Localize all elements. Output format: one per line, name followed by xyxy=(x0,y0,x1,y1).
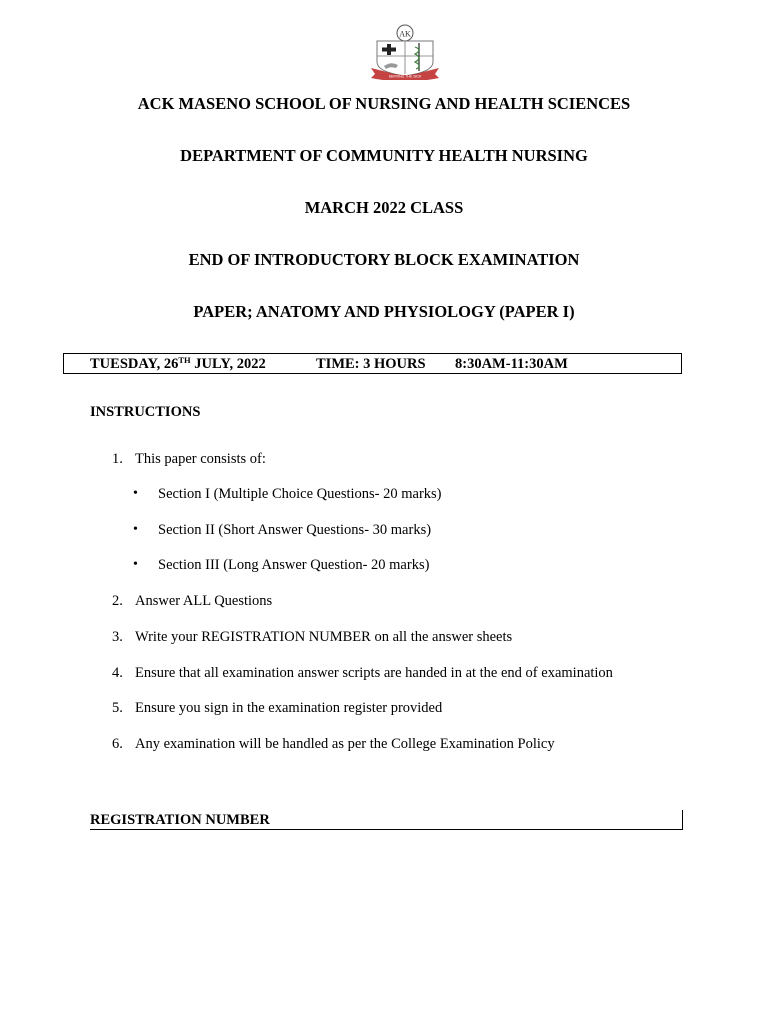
crest-motto: SERVING THE SICK xyxy=(388,74,422,79)
date-ordinal-suffix: TH xyxy=(178,355,191,365)
exam-time-period: 8:30AM-11:30AM xyxy=(455,356,568,372)
instruction-text: Answer ALL Questions xyxy=(135,593,273,609)
registration-number-label: REGISTRATION NUMBER xyxy=(90,812,270,828)
instruction-number: 1. xyxy=(112,451,123,467)
instruction-text: Ensure you sign in the examination register provided xyxy=(135,700,443,716)
instruction-number: 3. xyxy=(112,629,123,645)
class-heading: MARCH 2022 CLASS xyxy=(304,198,464,217)
section-text: Section III (Long Answer Question- 20 marks) xyxy=(158,557,430,573)
school-name-heading: ACK MASENO SCHOOL OF NURSING AND HEALTH SCIENCES xyxy=(137,94,631,113)
instruction-text: This paper consists of: xyxy=(135,451,266,467)
instruction-text: Any examination will be handled as per the College Examination Policy xyxy=(135,736,555,752)
instructions-title: INSTRUCTIONS xyxy=(90,404,201,420)
school-crest-logo xyxy=(369,24,441,80)
exam-title-heading: END OF INTRODUCTORY BLOCK EXAMINATION xyxy=(188,250,580,269)
exam-date: TUESDAY, 26TH JULY, 2022 xyxy=(90,355,266,372)
instruction-text: Ensure that all examination answer scripts are handed in at the end of examination xyxy=(135,665,613,681)
exam-duration: TIME: 3 HOURS xyxy=(316,356,426,372)
department-heading: DEPARTMENT OF COMMUNITY HEALTH NURSING xyxy=(180,146,588,165)
paper-title-heading: PAPER; ANATOMY AND PHYSIOLOGY (PAPER I) xyxy=(193,302,575,321)
instruction-number: 6. xyxy=(112,736,123,752)
bullet-icon: • xyxy=(133,486,138,501)
instruction-number: 4. xyxy=(112,665,123,681)
crest-letters: AK xyxy=(399,29,411,39)
section-text: Section I (Multiple Choice Questions- 20 marks) xyxy=(158,486,442,502)
registration-number-field[interactable] xyxy=(90,810,683,830)
bullet-icon: • xyxy=(133,557,138,572)
instruction-text: Write your REGISTRATION NUMBER on all the answer sheets xyxy=(135,629,513,645)
bullet-icon: • xyxy=(133,522,138,537)
instruction-number: 5. xyxy=(112,700,123,716)
instruction-number: 2. xyxy=(112,593,123,609)
exam-schedule-box xyxy=(63,353,682,374)
section-text: Section II (Short Answer Questions- 30 marks) xyxy=(158,522,432,538)
